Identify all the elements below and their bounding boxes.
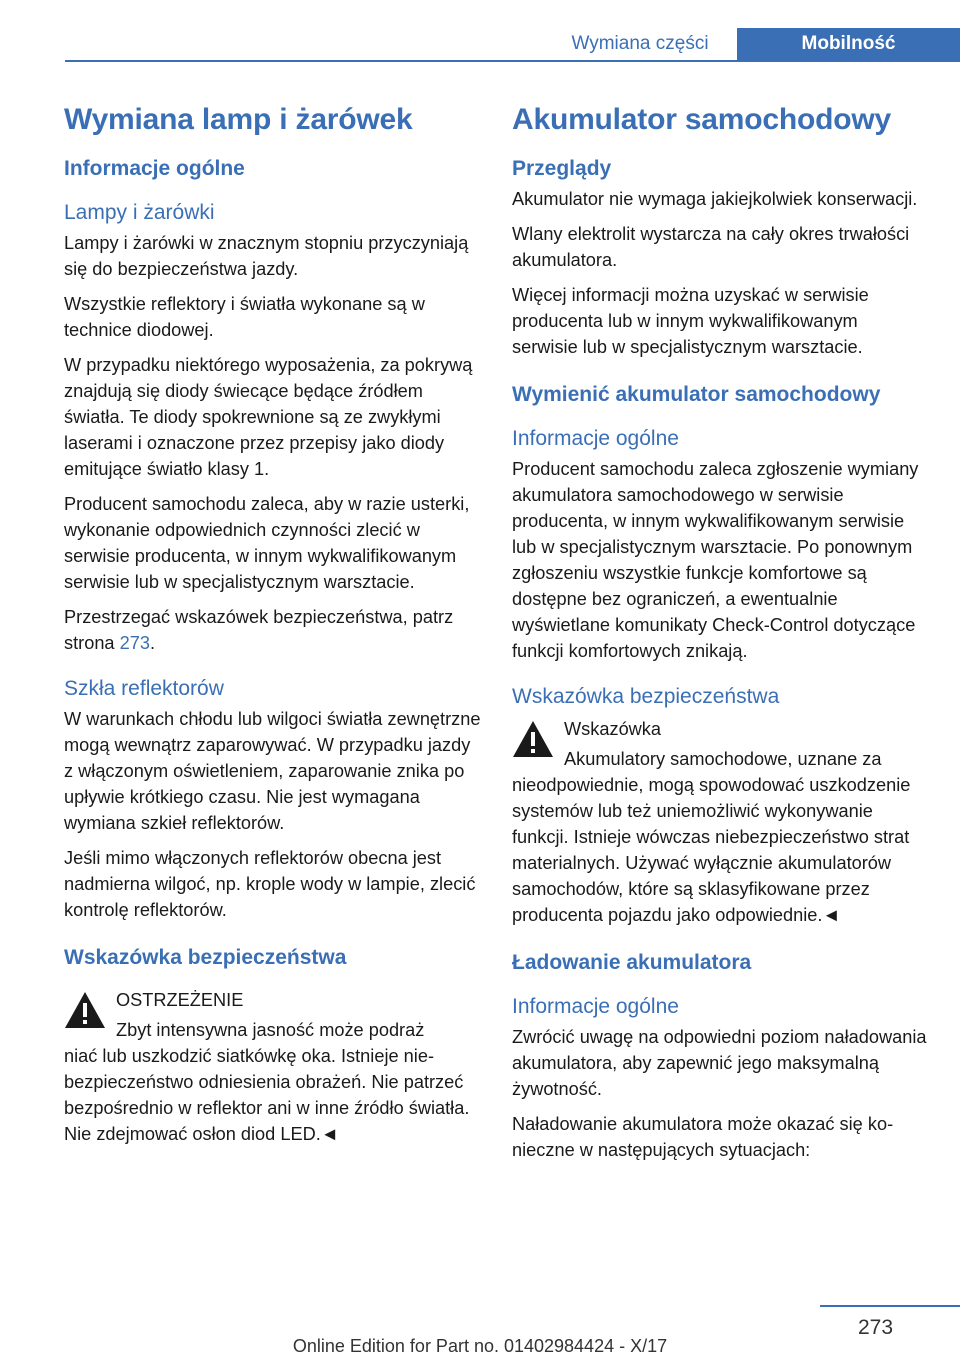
heading-safety-note: Wskazówka bezpieczeństwa — [512, 685, 780, 708]
warning-title: Wskazówka — [564, 719, 662, 739]
warning-text: Akumulatory samochodowe, uznane za — [564, 749, 882, 769]
title-lamps: Wymiana lamp i żarówek — [64, 103, 413, 136]
title-battery: Akumulator samochodowy — [512, 103, 891, 136]
text: Przestrzegać wskazówek bezpieczeństwa, patrz strona — [64, 607, 454, 653]
paragraph: Producent samochodu zaleca, aby w razie usterki, wykonanie odpowiednich czynności zlecić w serwisie producenta, w innym wykwalifikowanym serwisie lub w specjalistycznym warsztacie. — [64, 494, 470, 592]
page-link[interactable]: 273 — [119, 633, 150, 653]
header-section: Wymiana części — [571, 33, 709, 54]
warning-block — [64, 987, 484, 1147]
paragraph: Wszystkie reflektory i światła wykonane są w technice diodowej. — [64, 294, 425, 340]
paragraph: Producent samochodu zaleca zgłoszenie wymiany akumulatora samochodowego w serwisie producenta, w innym wykwalifikowanym serwisie lub w specjalistycznym warsztacie. Po ponownym zgłoszeniu wszystkie funkcje komfortowe są dostępne bez ograniczeń, a ewentualnie wyświetlane komunikaty Check-Control dotyczące funkcji komfortowych znikają. — [512, 459, 919, 661]
warning-block — [512, 716, 928, 928]
page-number: 273 — [858, 1316, 894, 1339]
heading-inspections: Przeglądy — [512, 157, 612, 180]
warning-text-cont: niać lub uszkodzić siatkówkę oka. Istnieje niebezpieczeństwo odniesienia obrażeń. Nie patrzeć bezpośrednio w reflektor ani w inne źródło światła. Nie zdejmować osłon diod LED.◄ — [64, 1046, 470, 1144]
paragraph: Zwrócić uwagę na odpowiedni poziom naładowania akumulatora, aby zapewnić jego maksymalną żywotność. — [512, 1027, 927, 1099]
heading-safety-note: Wskazówka bezpieczeństwa — [64, 946, 347, 969]
paragraph: Lampy i żarówki w znacznym stopniu przyczyniają się do bezpieczeństwa jazdy. — [64, 233, 469, 279]
footer-edition: Online Edition for Part no. 01402984424 - X/17 — [292, 1336, 668, 1356]
heading-charging: Ładowanie akumulatora — [512, 951, 752, 974]
left-column — [64, 100, 484, 1156]
heading-lamps-bulbs: Lampy i żarówki — [64, 201, 215, 224]
header-rule — [65, 60, 960, 62]
paragraph: W warunkach chłodu lub wilgoci światła zewnętrzne mogą wewnątrz zaparowywać. W przypadku jazdy z włączonym oświetleniem, zaparowanie znika po upływie krótkiego czasu. Nie jest wymagana wymiana szkieł reflektorów. — [64, 709, 481, 833]
heading-headlight-glass: Szkła reflektorów — [64, 677, 224, 700]
paragraph: Naładowanie akumulatora może okazać się konieczne w następujących sytuacjach: — [512, 1114, 894, 1160]
warning-text-cont: nieodpowiednie, mogą spowodować uszkodzenie systemów lub też uniemożliwić wykonywanie funkcji. Istnieje wówczas niebezpieczeństwo strat materialnych. Używać wyłącznie akumulatorów samochodów, które są sklasyfikowane przez producenta pojazdu jako odpowiednie.◄ — [512, 775, 911, 925]
heading-general-info: Informacje ogólne — [64, 157, 245, 180]
paragraph: Wlany elektrolit wystarcza na cały okres trwałości akumulatora. — [512, 224, 910, 270]
heading-general-info: Informacje ogólne — [512, 995, 679, 1018]
paragraph: Więcej informacji można uzyskać w serwisie producenta lub w innym wykwalifikowanym serwisie lub w specjalistycznym warsztacie. — [512, 285, 869, 357]
heading-general-info: Informacje ogólne — [512, 427, 679, 450]
paragraph: Jeśli mimo włączonych reflektorów obecna jest nadmierna wilgoć, np. krople wody w lampie, zlecić kontrolę reflektorów. — [64, 848, 476, 920]
paragraph-safety-ref — [64, 604, 484, 656]
paragraph: W przypadku niektórego wyposażenia, za pokrywą znajdują się diody świecące będące źródłem światła. Te diody spokrewnione są ze zwykłymi laserami i oznaczone przez przepisy jako diody emitujące światło klasy 1. — [64, 355, 473, 479]
header-chapter: Mobilność — [737, 28, 960, 60]
right-column — [512, 100, 928, 1172]
text: . — [149, 633, 156, 653]
warning-title: OSTRZEŻENIE — [116, 990, 244, 1010]
warning-text: Zbyt intensywna jasność może podraż — [116, 1020, 425, 1040]
warning-triangle-icon — [512, 720, 554, 758]
paragraph: Akumulator nie wymaga jakiejkolwiek konserwacji. — [512, 189, 918, 209]
heading-replace-battery: Wymienić akumulator samochodowy — [512, 383, 881, 406]
footer-rule — [820, 1305, 960, 1307]
warning-triangle-icon — [64, 991, 106, 1029]
